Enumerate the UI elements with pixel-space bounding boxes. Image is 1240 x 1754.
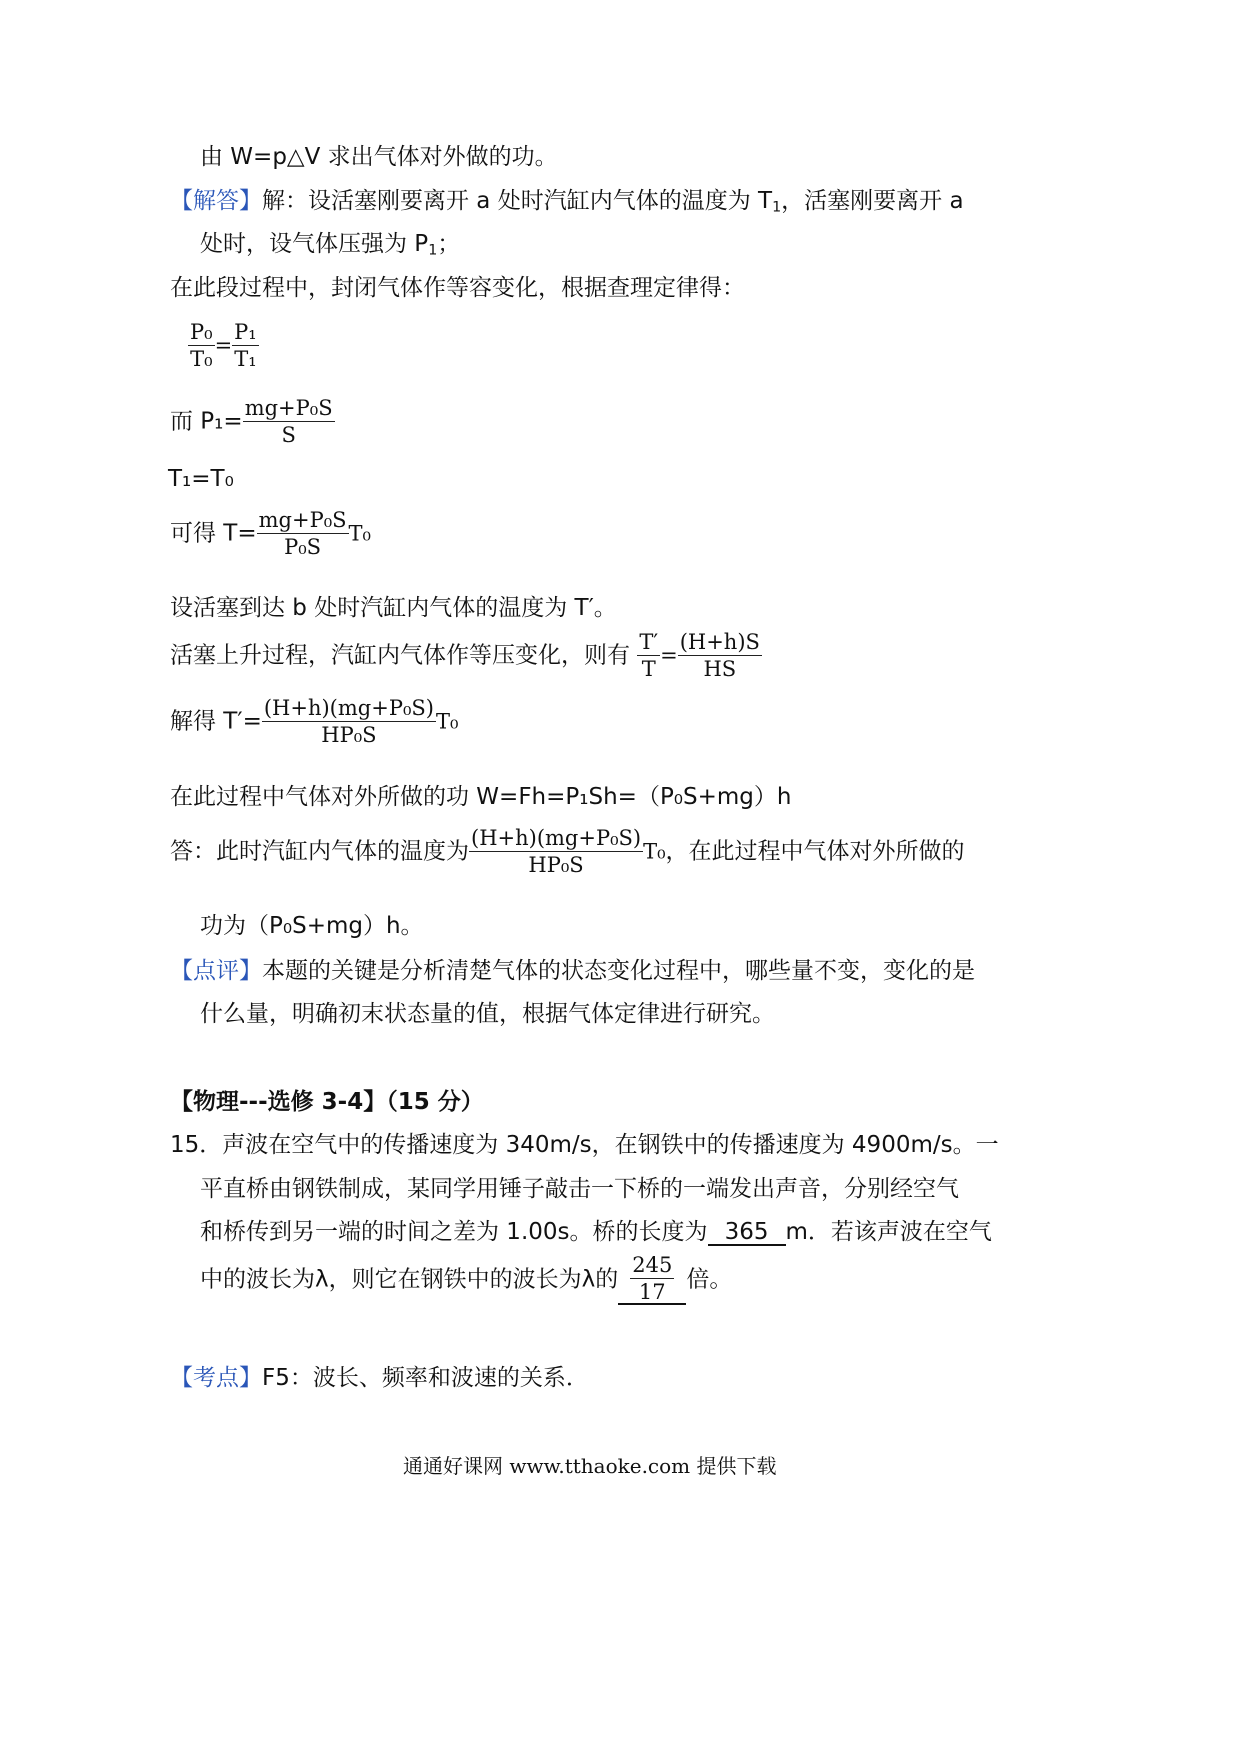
text-line: 设活塞到达 b 处时汽缸内气体的温度为 T′。 <box>170 595 617 621</box>
equation-t: 可得 T= $\frac{\text{mg+P₀S}}{\text{P₀S}}$ T₀ <box>170 508 371 559</box>
text-line: 功为（P₀S+mg）h。 <box>200 913 424 939</box>
equation-t1: T₁=T₀ <box>168 466 234 492</box>
review-line: 【点评】本题的关键是分析清楚气体的状态变化过程中，哪些量不变，变化的是 <box>170 958 975 984</box>
question-15-line: 中的波长为λ，则它在钢铁中的波长为λ的 $\frac{245}{17}$ 倍。 <box>200 1253 733 1304</box>
equation-t-prime: 解得 T′= $\frac{\text{(H+h)(mg+P₀S)}}{\text{HP₀S}}$ T₀ <box>170 696 459 747</box>
text-line: 由 W=p△V 求出气体对外做的功。 <box>200 144 558 170</box>
answer-statement: 答：此时汽缸内气体的温度为 $\frac{\text{(H+h)(mg+P₀S)}}{\text{HP₀S}}$ T₀，在此过程中气体对外所做的 <box>170 826 965 877</box>
equation-charles-law: $\frac{\text{P₀}}{\text{T₀}}$ = $\frac{\text{P₁}}{\text{T₁}}$ <box>190 320 257 371</box>
text-line: 在此段过程中，封闭气体作等容变化，根据查理定律得： <box>170 275 745 301</box>
equation-isobaric: 活塞上升过程，汽缸内气体作等压变化，则有 $\frac{T'}{T}$ = $\frac{(H+h)S}{HS}$ <box>170 630 760 681</box>
question-15-line: 平直桥由钢铁制成，某同学用锤子敲击一下桥的一端发出声音，分别经空气 <box>200 1176 959 1202</box>
page-footer: 通通好课网 www.tthaoke.com 提供下载 <box>403 1454 777 1478</box>
answer-blank-ratio: $\frac{245}{17}$ <box>618 1255 686 1305</box>
answer-blank-length: 365 <box>708 1221 786 1246</box>
question-15-line: 15．声波在空气中的传播速度为 340m/s，在钢铁中的传播速度为 4900m/s。一 <box>170 1132 999 1158</box>
text-line: 什么量，明确初末状态量的值，根据气体定律进行研究。 <box>200 1001 775 1027</box>
text-line: 处时，设气体压强为 $P_1$； <box>200 231 461 259</box>
answer-tag: 【解答】 <box>170 188 262 214</box>
text-line: 在此过程中气体对外所做的功 W=Fh=P₁Sh=（P₀S+mg）h <box>170 784 792 810</box>
section-heading: 【物理---选修 3-4】（15 分） <box>170 1089 484 1115</box>
kaodian-tag: 【考点】 <box>170 1365 262 1391</box>
review-tag: 【点评】 <box>170 958 262 984</box>
question-15-line: 和桥传到另一端的时间之差为 1.00s。桥的长度为 365 m．若该声波在空气 <box>200 1219 992 1245</box>
kaodian-line: 【考点】F5：波长、频率和波速的关系． <box>170 1365 589 1391</box>
answer-line: 【解答】解：设活塞刚要离开 a 处时汽缸内气体的温度为 $T_1$，活塞刚要离开 a <box>170 188 964 216</box>
equation-p1: 而 P₁= $\frac{\text{mg+P₀S}}{S}$ <box>170 396 333 447</box>
